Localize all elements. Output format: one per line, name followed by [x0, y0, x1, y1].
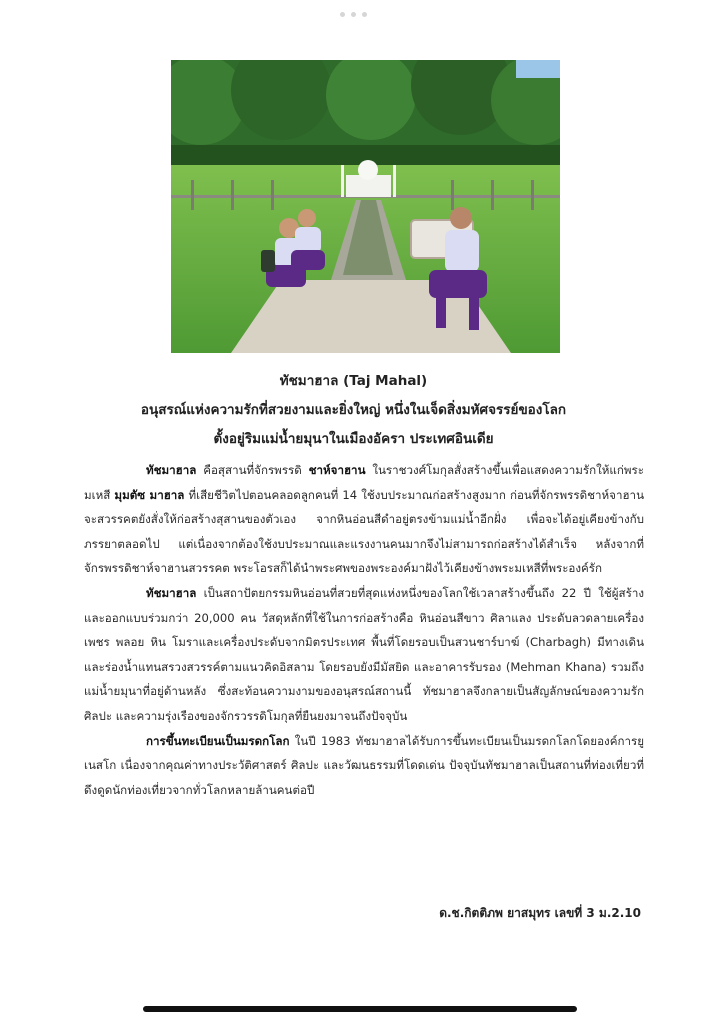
author-line: ด.ช.กิตติภพ ยาสมุทร เลขที่ 3 ม.2.10	[439, 906, 641, 920]
caption-subtitle: อนุสรณ์แห่งความรักที่สวยงามและยิ่งใหญ่ หนึ่งในเจ็ดสิ่งมหัศจรรย์ของโลก	[140, 402, 567, 418]
caption-title: ทัชมาฮาล (Taj Mahal)	[279, 373, 428, 389]
term-taj-mahal: ทัชมาฮาล	[146, 585, 197, 600]
text-run: ในปี 1983 ทัชมาฮาลได้รับการขึ้นทะเบียนเป็นมรดกโลกโดยองค์การยูเนสโก เนื่องจากคุณค่าทางประวัติศาสตร์ ศิลปะ และวัฒนธรรมที่โดดเด่น ปัจจุบันทัชมาฮาลเป็นสถานที่ท่องเที่ยวที่ดึงดูดนักท่องเที่ยวจากทั่วโลกหลายล้านคนต่อปี	[84, 733, 644, 797]
text-run: คือสุสานที่จักรพรรดิ	[196, 463, 309, 477]
text-run: ที่เสียชีวิตไปตอนคลอดลูกคนที่ 14 ใช้งบประมาณก่อสร้างสูงมาก ก่อนที่จักรพรรดิชาห์จาฮานจะสวรรคตยังสั่งให้ก่อสร้างสุสานของตัวเอง จากหินอ่อนสีดำอยู่ตรงข้ามแม่น้ำอีกฝั่ง เพื่อจะได้อยู่เคียงข้างกับภรรยาตลอดไป แต่เนื่องจากต้องใช้งบประมาณและแรงงานคนมากจึงไม่สามารถก่อสร้างได้สำเร็จ หลังจากที่จักรพรรดิชาห์จาฮานสวรรคต พระโอรสก็ได้นำพระศพของพระองค์มาฝังไว้เคียงข้างพระมเหสีที่พระองค์รัก	[84, 487, 644, 576]
term-world-heritage: การขึ้นทะเบียนเป็นมรดกโลก	[146, 733, 290, 748]
text-run: เป็นสถาปัตยกรรมหินอ่อนที่สวยที่สุดแห่งหนึ่งของโลกใช้เวลาสร้างขึ้นถึง 22 ปี ใช้ผู้สร้างและออกแบบร่วมกว่า 20,000 คน วัสดุหลักที่ใช้ในการก่อสร้างคือ หินอ่อนสีขาว ศิลาแลง ประดับลวดลายเครื่องเพชร พลอย หิน โมราและเครื่องประดับจากมิตรประเทศ พื้นที่โดยรอบเป็นสวนชาร์บาฆ์ (Charbagh) มีทางเดินและร่องน้ำแทนสรวงสวรรค์ตามแนวคิดอิสลาม โดยรอบยังมีมัสยิด และอาคารรับรอง (Mehman Khana) รวมถึงแม่น้ำยมุนาที่อยู่ด้านหลัง ซึ่งสะท้อนความงามของอนุสรณ์สถานนี้ ทัชมาฮาลจึงกลายเป็นสัญลักษณ์ของความรัก ศิลปะ และความรุ่งเรืองของจักรวรรดิโมกุลที่ยืนยงมาจนถึงปัจจุบัน	[84, 585, 644, 723]
article-body	[84, 458, 644, 802]
term-mumtaz-mahal: มุมตัซ มาฮาล	[114, 487, 185, 502]
paragraph-heritage	[84, 729, 644, 803]
term-taj-mahal: ทัชมาฮาล	[146, 463, 197, 477]
text-run: ในราชวงศ์โมกุลสั่งสร้างขึ้นเพื่อแสดงความรักให้แก่พระมเหสี	[84, 463, 644, 502]
paragraph-history	[84, 458, 644, 581]
paragraph-architecture	[84, 581, 644, 729]
top-handle-dots	[0, 12, 707, 17]
caption-location: ตั้งอยู่ริมแม่น้ำยมุนาในเมืองอัครา ประเทศอินเดีย	[213, 431, 494, 447]
taj-mahal-photo	[171, 60, 560, 353]
term-shah-jahan: ชาห์จาฮาน	[308, 463, 366, 477]
home-indicator[interactable]	[143, 1006, 577, 1012]
